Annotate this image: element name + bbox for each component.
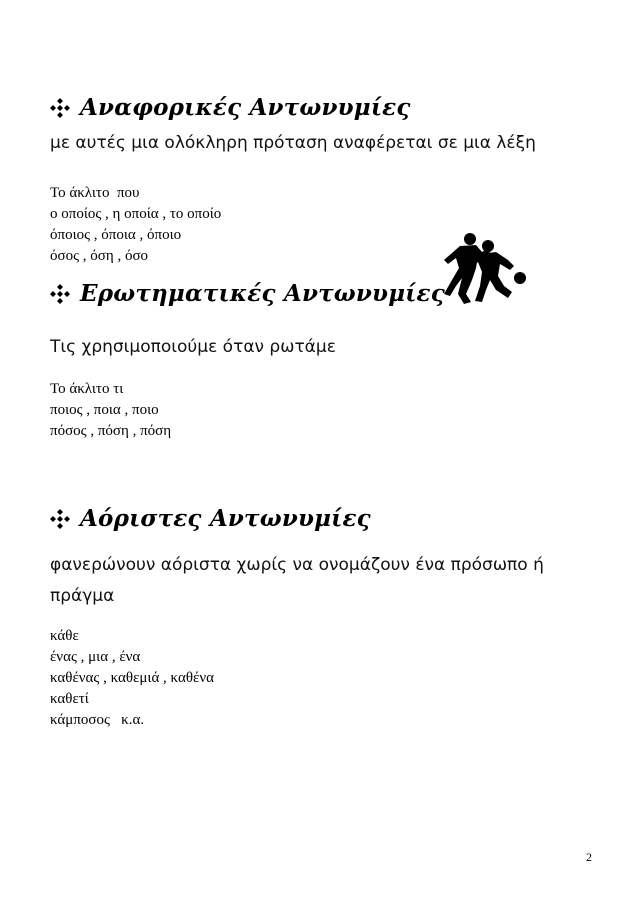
section-heading: Αναφορικές Αντωνυμίες (80, 94, 411, 121)
section-description: Τις χρησιμοποιούμε όταν ρωτάμε (50, 337, 336, 357)
list-item: Το άκλιτο που (50, 185, 140, 201)
list-item: ένας , μια , ένα (50, 649, 141, 665)
soccer-players-icon (442, 232, 530, 308)
pronoun-list (50, 626, 214, 731)
section-description: φανερώνουν αόριστα χωρίς να ονομάζουν ένα πρόσωπο ή πράγμα (50, 555, 544, 606)
list-item: όσος , όση , όσο (50, 248, 149, 264)
pronoun-list (50, 183, 221, 267)
diamond-bullet-icon (50, 98, 70, 118)
list-item: καθετί (50, 691, 89, 707)
list-item: κάμποσος κ.α. (50, 712, 145, 728)
list-item: καθένας , καθεμιά , καθένα (50, 670, 214, 686)
list-item: όποιος , όποια , όποιο (50, 227, 182, 243)
diamond-bullet-icon (50, 284, 70, 304)
list-item: πόσος , πόση , πόση (50, 423, 172, 439)
list-item: κάθε (50, 628, 79, 644)
section-description: με αυτές μια ολόκληρη πρόταση αναφέρεται σε μια λέξη (50, 133, 536, 153)
list-item: ποιος , ποια , ποιο (50, 402, 159, 418)
diamond-bullet-icon (50, 509, 70, 529)
section-heading: Ερωτηματικές Αντωνυμίες (80, 280, 445, 307)
page-number: 2 (586, 850, 592, 864)
section-heading: Αόριστες Αντωνυμίες (80, 505, 371, 532)
pronoun-list (50, 379, 171, 442)
list-item: ο οποίος , η οποία , το οποίο (50, 206, 222, 222)
list-item: Το άκλιτο τι (50, 381, 124, 397)
